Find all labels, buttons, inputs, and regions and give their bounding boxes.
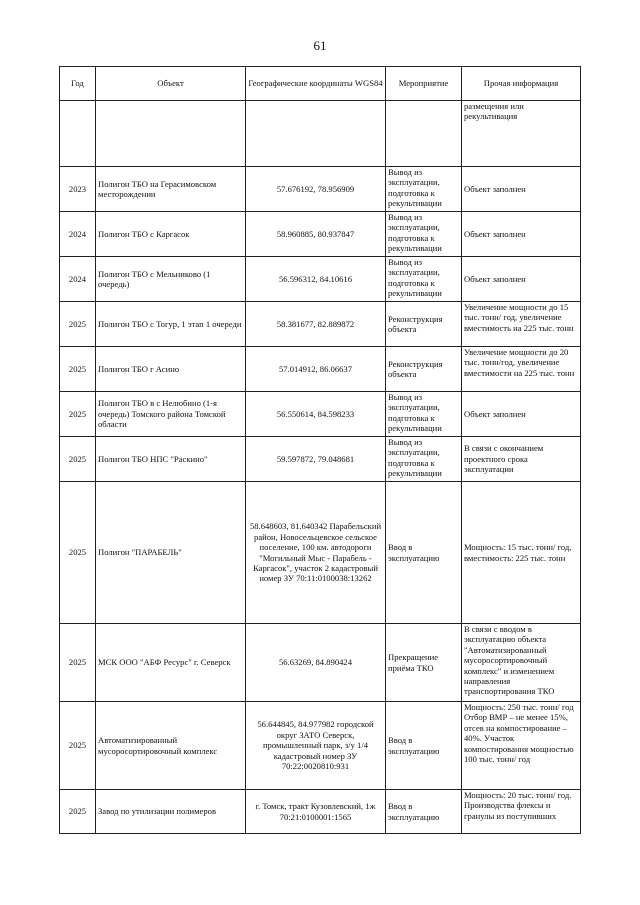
cell-info: Увеличение мощности до 15 тыс. тонн/ год, увеличение вместимость на 225 тыс. тонн [462,302,581,347]
table-row [60,212,581,257]
cell-year: 2025 [60,702,96,790]
cell-year: 2023 [60,167,96,212]
cell-action [386,101,462,167]
cell-coordinates: 57.014912, 86.06637 [246,347,386,392]
cell-info: Мощность: 250 тыс. тонн/ год Отбор ВМР – не менее 15%, отсев на компостирование – 40%. Участок компостирования мощностью 100 тыс. тонн/ год [462,702,581,790]
header-year: Год [60,67,96,101]
table-row [60,167,581,212]
cell-coordinates [246,101,386,167]
cell-object: Полигон ТБО в с Нелюбино (1-я очередь) Томского района Томской области [96,392,246,437]
cell-year: 2025 [60,392,96,437]
cell-info: Объект заполнен [462,212,581,257]
table-row [60,482,581,624]
cell-action: Вывод из эксплуатации, подготовка к рекультивации [386,392,462,437]
cell-info: Увеличение мощности до 20 тыс. тонн/год, увеличение вместимости на 225 тыс. тонн [462,347,581,392]
cell-object: Автоматизированный мусоросортировочный комплекс [96,702,246,790]
cell-action: Вывод из эксплуатации, подготовка к рекультивации [386,257,462,302]
cell-action: Вывод из эксплуатации, подготовка к рекультивации [386,212,462,257]
cell-year: 2025 [60,437,96,482]
table-row [60,702,581,790]
cell-coordinates: 58.648603, 81.640342 Парабельский район, Новосельцевское сельское поселение, 100 км. автодороги "Могильный Мыс - Парабель - Каргасок", участок 2 кадастровый номер ЗУ 70:11:0100038:13262 [246,482,386,624]
cell-year: 2025 [60,624,96,702]
cell-info: размещения или рекультивация [462,101,581,167]
cell-action: Реконструкция объекта [386,347,462,392]
header-action: Мероприятие [386,67,462,101]
page-number: 61 [313,38,327,53]
cell-coordinates: 57.676192, 78.956909 [246,167,386,212]
cell-object: Полигон ТБО на Герасимовском месторождении [96,167,246,212]
cell-info: В связи с окончанием проектного срока эксплуатации [462,437,581,482]
table-row [60,257,581,302]
cell-year: 2025 [60,482,96,624]
cell-action: Ввод в эксплуатацию [386,482,462,624]
table-header-row [60,67,581,101]
cell-year: 2024 [60,257,96,302]
table-row [60,347,581,392]
cell-action: Ввод в эксплуатацию [386,790,462,834]
cell-info: Мощность: 15 тыс. тонн/ год, вместимость: 225 тыс. тонн [462,482,581,624]
cell-coordinates: 56.63269, 84.890424 [246,624,386,702]
header-coordinates: Географические координаты WGS84 [246,67,386,101]
cell-coordinates: 56.550614, 84.598233 [246,392,386,437]
cell-year [60,101,96,167]
cell-info: Объект заполнен [462,167,581,212]
waste-facilities-table [59,66,581,834]
cell-year: 2025 [60,347,96,392]
cell-object: Полигон ТБО НПС "Раскино" [96,437,246,482]
table-row [60,101,581,167]
cell-year: 2024 [60,212,96,257]
cell-object: Полигон ТБО с Мельниково (1 очередь) [96,257,246,302]
cell-action: Вывод из эксплуатации, подготовка к рекультивации [386,167,462,212]
table-row [60,624,581,702]
cell-coordinates: 58.960885, 80.937847 [246,212,386,257]
cell-coordinates: 56.644845, 84.977982 городской округ ЗАТО Северск, промышленный парк, з/у 1/4 кадастровый номер ЗУ 70:22:0020810:931 [246,702,386,790]
cell-coordinates: г. Томск, тракт Кузовлевский, 1ж 70:21:0100001:1565 [246,790,386,834]
cell-action: Прекращение приёма ТКО [386,624,462,702]
cell-action: Ввод в эксплуатацию [386,702,462,790]
cell-coordinates: 58.381677, 82.889872 [246,302,386,347]
cell-action: Вывод из эксплуатации, подготовка к рекультивации [386,437,462,482]
table-row [60,302,581,347]
cell-year: 2025 [60,790,96,834]
cell-info: Объект заполнен [462,392,581,437]
cell-object: Полигон ТБО г Асино [96,347,246,392]
cell-object: МСК ООО "АБФ Ресурс" г. Северск [96,624,246,702]
cell-info: Объект заполнен [462,257,581,302]
cell-object: Полигон ТБО с Каргасок [96,212,246,257]
header-object: Объект [96,67,246,101]
table-row [60,392,581,437]
cell-object: Завод по утилизации полимеров [96,790,246,834]
cell-action: Реконструкция объекта [386,302,462,347]
cell-info: Мощность: 20 тыс. тонн/ год. Производства флексы и гранулы из поступивших [462,790,581,834]
cell-info: В связи с вводом в эксплуатацию объекта "Автоматизированный мусоросортировочный комплекс" и изменением направления транспортирования ТКО [462,624,581,702]
cell-coordinates: 59.597872, 79.048681 [246,437,386,482]
table-row [60,790,581,834]
cell-object: Полигон "ПАРАБЕЛЬ" [96,482,246,624]
cell-object: Полигон ТБО с Тогур, 1 этап 1 очереди [96,302,246,347]
table-row [60,437,581,482]
cell-year: 2025 [60,302,96,347]
cell-object [96,101,246,167]
header-info: Прочая информация [462,67,581,101]
cell-coordinates: 56.596312, 84.10616 [246,257,386,302]
